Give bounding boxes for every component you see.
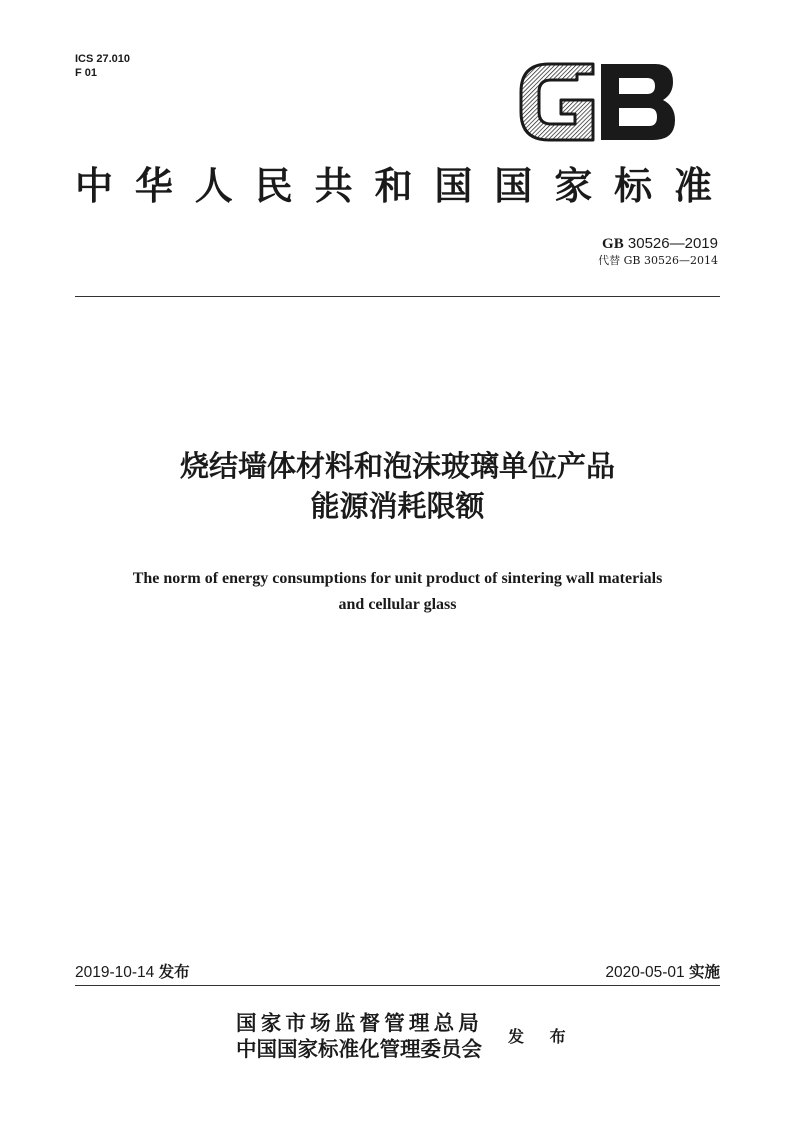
publish-label: 发 布 (508, 1027, 576, 1046)
issuer-samr: 国家市场监督管理总局 (236, 1011, 483, 1035)
logo-letter-b (601, 64, 675, 140)
standard-type-heading: 中华人民共和国国家标准 (75, 164, 720, 208)
standard-number-block (598, 234, 718, 268)
effective-label: 实施 (688, 963, 720, 981)
gb-logo (517, 60, 677, 144)
effective-date-block (605, 960, 720, 985)
english-title-line2: and cellular glass (338, 596, 457, 613)
english-title (60, 566, 735, 618)
issue-date-block (75, 960, 190, 985)
replaces-standard: 代替 GB 30526—2014 (598, 254, 718, 267)
standard-prefix: GB (602, 236, 624, 252)
english-title-line1: The norm of energy consumptions for unit product of sintering wall materials (132, 570, 663, 587)
header-divider (75, 296, 720, 297)
effective-date: 2020-05-01 (605, 964, 685, 981)
chinese-title (75, 446, 720, 526)
standard-number (598, 234, 718, 254)
issue-label: 发布 (158, 963, 190, 981)
classification-codes (75, 52, 130, 80)
issue-date: 2019-10-14 (75, 964, 155, 981)
chinese-title-line2: 能源消耗限额 (310, 489, 485, 523)
date-row (75, 960, 720, 984)
chinese-title-line1: 烧结墙体材料和泡沫玻璃单位产品 (179, 449, 615, 483)
ccs-code: F 01 (75, 67, 98, 79)
issuer-sac: 中国国家标准化管理委员会 (236, 1037, 482, 1061)
issuing-authorities (236, 1010, 483, 1062)
ics-code: ICS 27.010 (75, 53, 131, 65)
footer-divider (75, 985, 720, 986)
standard-code: 30526—2019 (627, 235, 718, 252)
